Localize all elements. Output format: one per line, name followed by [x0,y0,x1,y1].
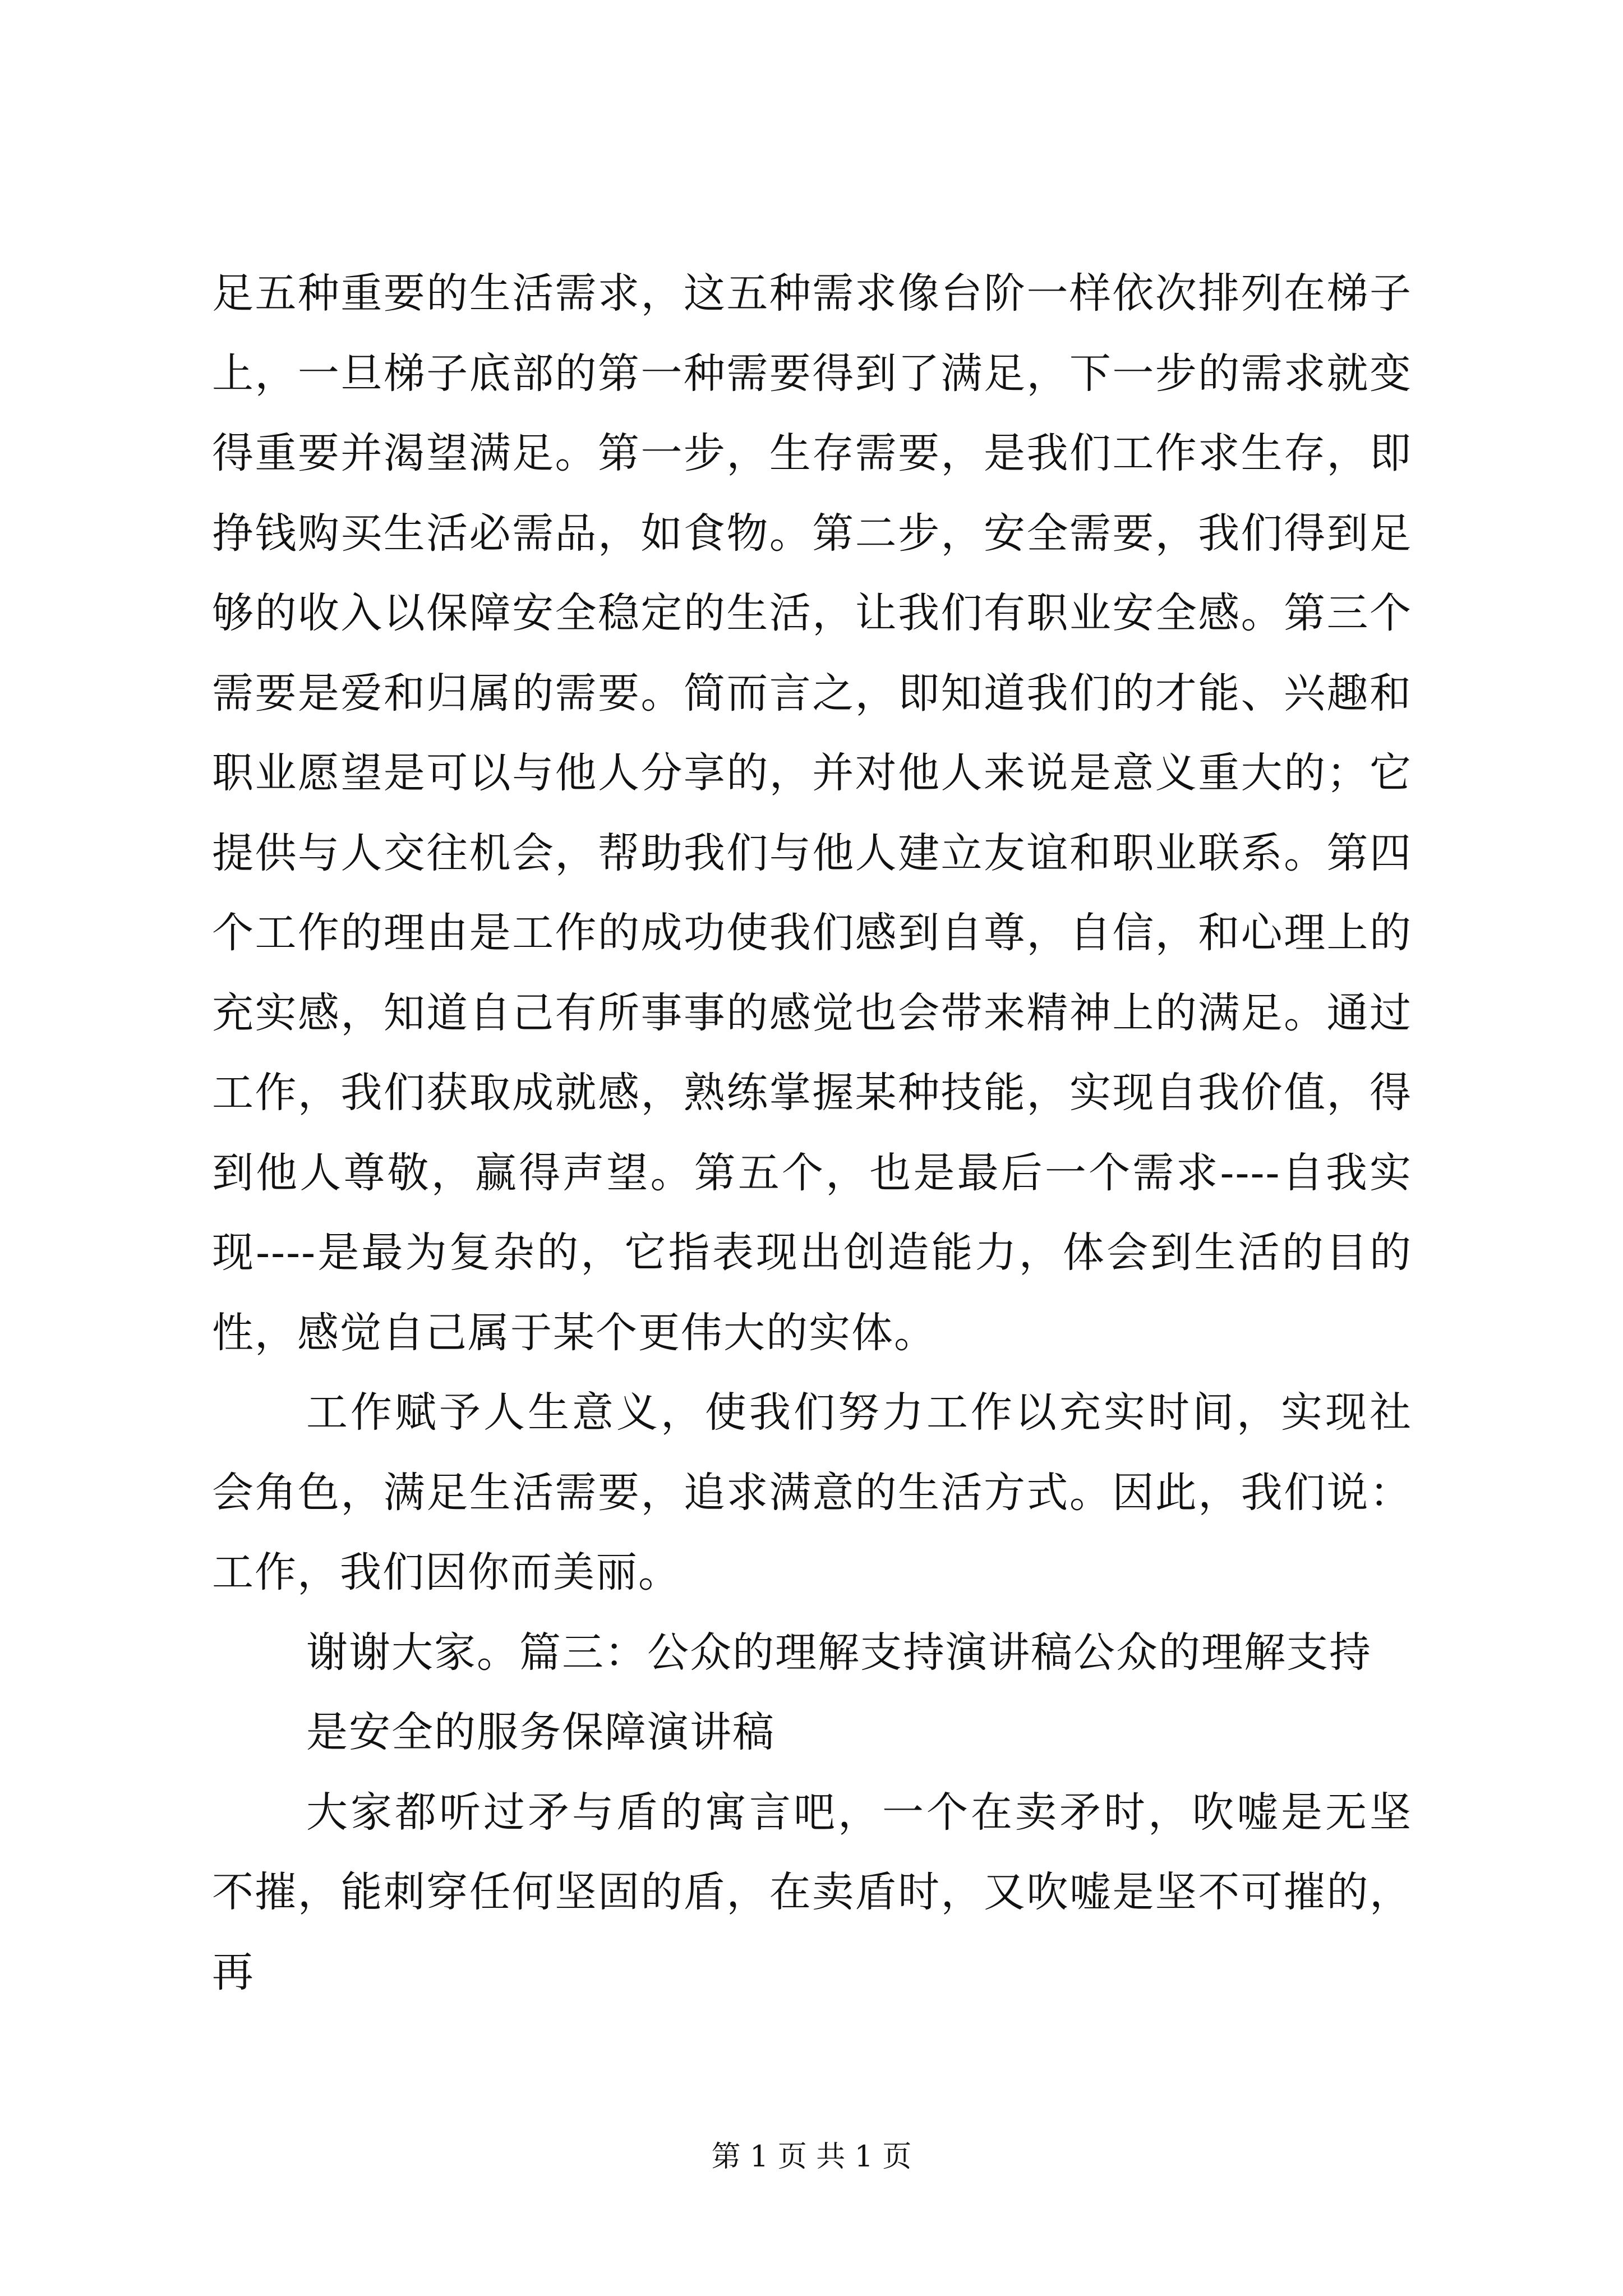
page-footer: 第 1 页 共 1 页 [711,2140,912,2174]
paragraph-2: 工作赋予人生意义，使我们努力工作以充实时间，实现社会角色，满足生活需要，追求满意的生活方式。因此，我们说：工作，我们因你而美丽。 [212,1388,1412,1596]
document-body [212,254,1412,2012]
paragraph-3: 谢谢大家。篇三：公众的理解支持演讲稿公众的理解支持 [306,1628,1372,1677]
paragraph-1: 足五种重要的生活需求，这五种需求像台阶一样依次排列在梯子上，一旦梯子底部的第一种需要得到了满足，下一步的需求就变得重要并渴望满足。第一步，生存需要，是我们工作求生存，即挣钱购买生活必需品，如食物。第二步，安全需要，我们得到足够的收入以保障安全稳定的生活，让我们有职业安全感。第三个需要是爱和归属的需要。简而言之，即知道我们的才能、兴趣和职业愿望是可以与他人分享的，并对他人来说是意义重大的；它提供与人交往机会，帮助我们与他人建立友谊和职业联系。第四个工作的理由是工作的成功使我们感到自尊，自信，和心理上的充实感，知道自己有所事事的感觉也会带来精神上的满足。通过工作，我们获取成就感，熟练掌握某种技能，实现自我价值，得到他人尊敬，赢得声望。第五个，也是最后一个需求----自我实现----是最为复杂的，它指表现出创造能力，体会到生活的目的性，感觉自己属于某个更伟大的实体。 [212,269,1412,1357]
paragraph-4: 是安全的服务保障演讲稿 [306,1708,775,1756]
paragraph-5: 大家都听过矛与盾的寓言吧，一个在卖矛时，吹嘘是无坚不摧，能刺穿任何坚固的盾，在卖盾时，又吹嘘是坚不可摧的，再 [212,1788,1412,1996]
